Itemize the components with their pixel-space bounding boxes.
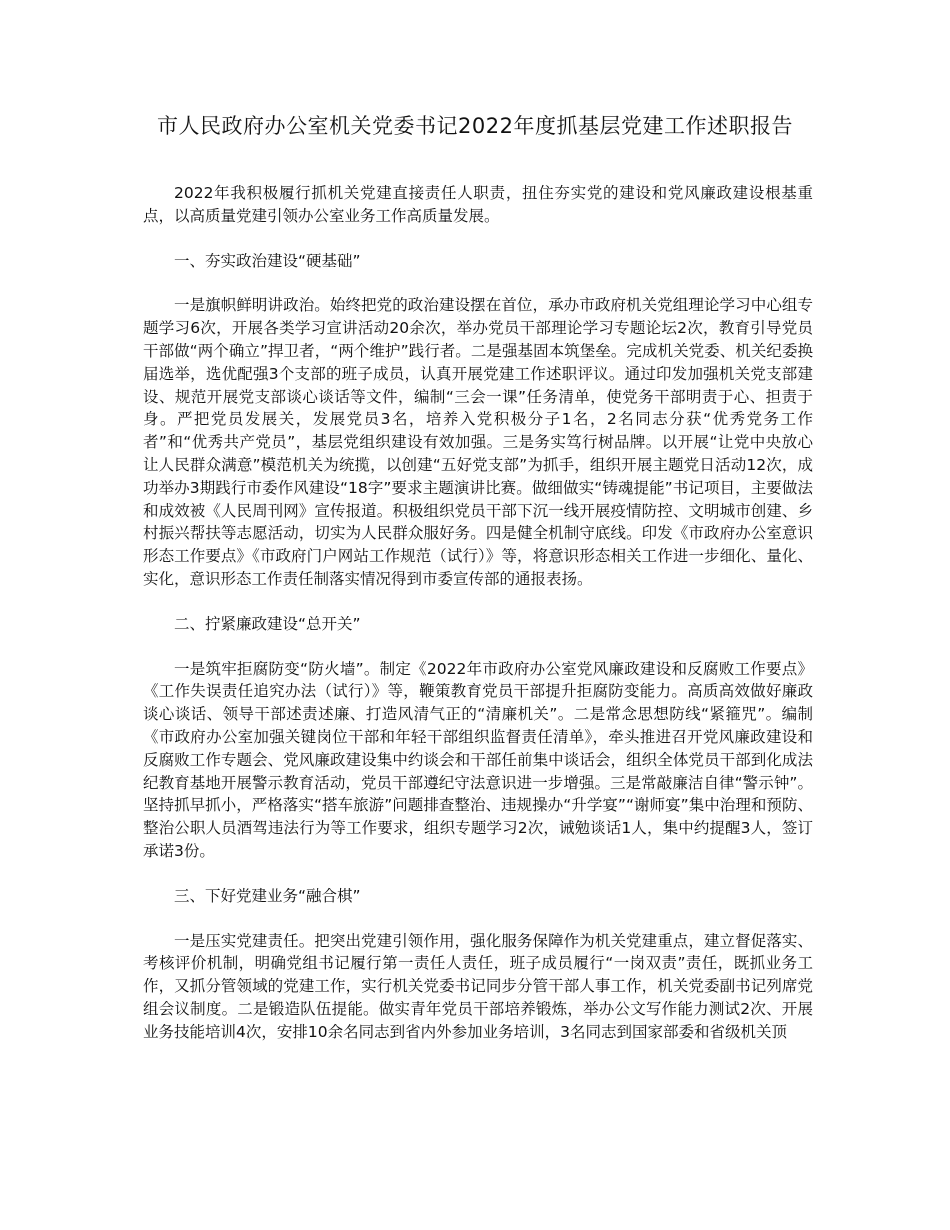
section-heading-2: 二、拧紧廉政建设“总开关” xyxy=(174,614,361,633)
section-heading-1: 一、夯实政治建设“硬基础” xyxy=(174,251,361,270)
section-3-paragraph: 一是压实党建责任。把突出党建引领作用，强化服务保障作为机关党建重点，建立督促落实、考核评价机制，明确党组书记履行第一责任人责任，班子成员履行“一岗双责”责任，既抓业务工作，又抓分管领域的党建工作，实行机关党委书记同步分管干部人事工作，机关党委副书记列席党组会议制度。二是锻造队伍提能。做实青年党员干部培养锻炼，举办公文写作能力测试2次、开展业务技能培训4次，安排10余名同志到省内外参加业务培训，3名同志到国家部委和省级机关顶 xyxy=(143,931,813,1041)
document-body xyxy=(143,182,813,1066)
intro-paragraph: 2022年我积极履行抓机关党建直接责任人职责，扭住夯实党的建设和党风廉政建设根基重点，以高质量党建引领办公室业务工作高质量发展。 xyxy=(143,184,813,225)
document-title: 市人民政府办公室机关党委书记2022年度抓基层党建工作述职报告 xyxy=(157,114,793,138)
section-2-paragraph: 一是筑牢拒腐防变“防火墙”。制定《2022年市政府办公室党风廉政建设和反腐败工作要点》《工作失误责任追究办法（试行）》等，鞭策教育党员干部提升拒腐防变能力。高质高效做好廉政谈心谈话、领导干部述责述廉、打造风清气正的“清廉机关”。二是常念思想防线“紧箍咒”。编制《市政府办公室加强关键岗位干部和年轻干部组织监督责任清单》，牵头推进召开党风廉政建设和反腐败工作专题会、党风廉政建设集中约谈会和干部任前集中谈话会，组织全体党员干部到化成法纪教育基地开展警示教育活动，党员干部遵纪守法意识进一步增强。三是常敲廉洁自律“警示钟”。坚持抓早抓小，严格落实“搭车旅游”问题排查整治、违规操办“升学宴”“谢师宴”集中治理和预防、整治公职人员酒驾违法行为等工作要求，组织专题学习2次，诫勉谈话1人，集中约提醒3人，签订承诺3份。 xyxy=(143,659,813,860)
section-heading-3: 三、下好党建业务“融合棋” xyxy=(174,886,361,905)
section-1-paragraph: 一是旗帜鲜明讲政治。始终把党的政治建设摆在首位，承办市政府机关党组理论学习中心组专题学习6次，开展各类学习宣讲活动20余次，举办党员干部理论学习专题论坛2次，教育引导党员干部做“两个确立”捍卫者，“两个维护”践行者。二是强基固本筑堡垒。完成机关党委、机关纪委换届选举，选优配强3个支部的班子成员，认真开展党建工作述职评议。通过印发加强机关党支部建设、规范开展党支部谈心谈话等文件，编制“三会一课”任务清单，使党务干部明责于心、担责于身。严把党员发展关，发展党员3名，培养入党积极分子1名，2名同志分获“优秀党务工作者”和“优秀共产党员”，基层党组织建设有效加强。三是务实笃行树品牌。以开展“让党中央放心 让人民群众满意”模范机关为统揽，以创建“五好党支部”为抓手，组织开展主题党日活动12次，成功举办3期践行市委作风建设“18字”要求主题演讲比赛。做细做实“铸魂提能”书记项目，主要做法和成效被《人民周刊网》宣传报道。积极组织党员干部下沉一线开展疫情防控、文明城市创建、乡村振兴帮扶等志愿活动，切实为人民群众服好务。四是健全机制守底线。印发《市政府办公室意识形态工作要点》《市政府门户网站工作规范（试行）》等，将意识形态相关工作进一步细化、量化、实化，意识形态工作责任制落实情况得到市委宣传部的通报表扬。 xyxy=(143,296,813,588)
